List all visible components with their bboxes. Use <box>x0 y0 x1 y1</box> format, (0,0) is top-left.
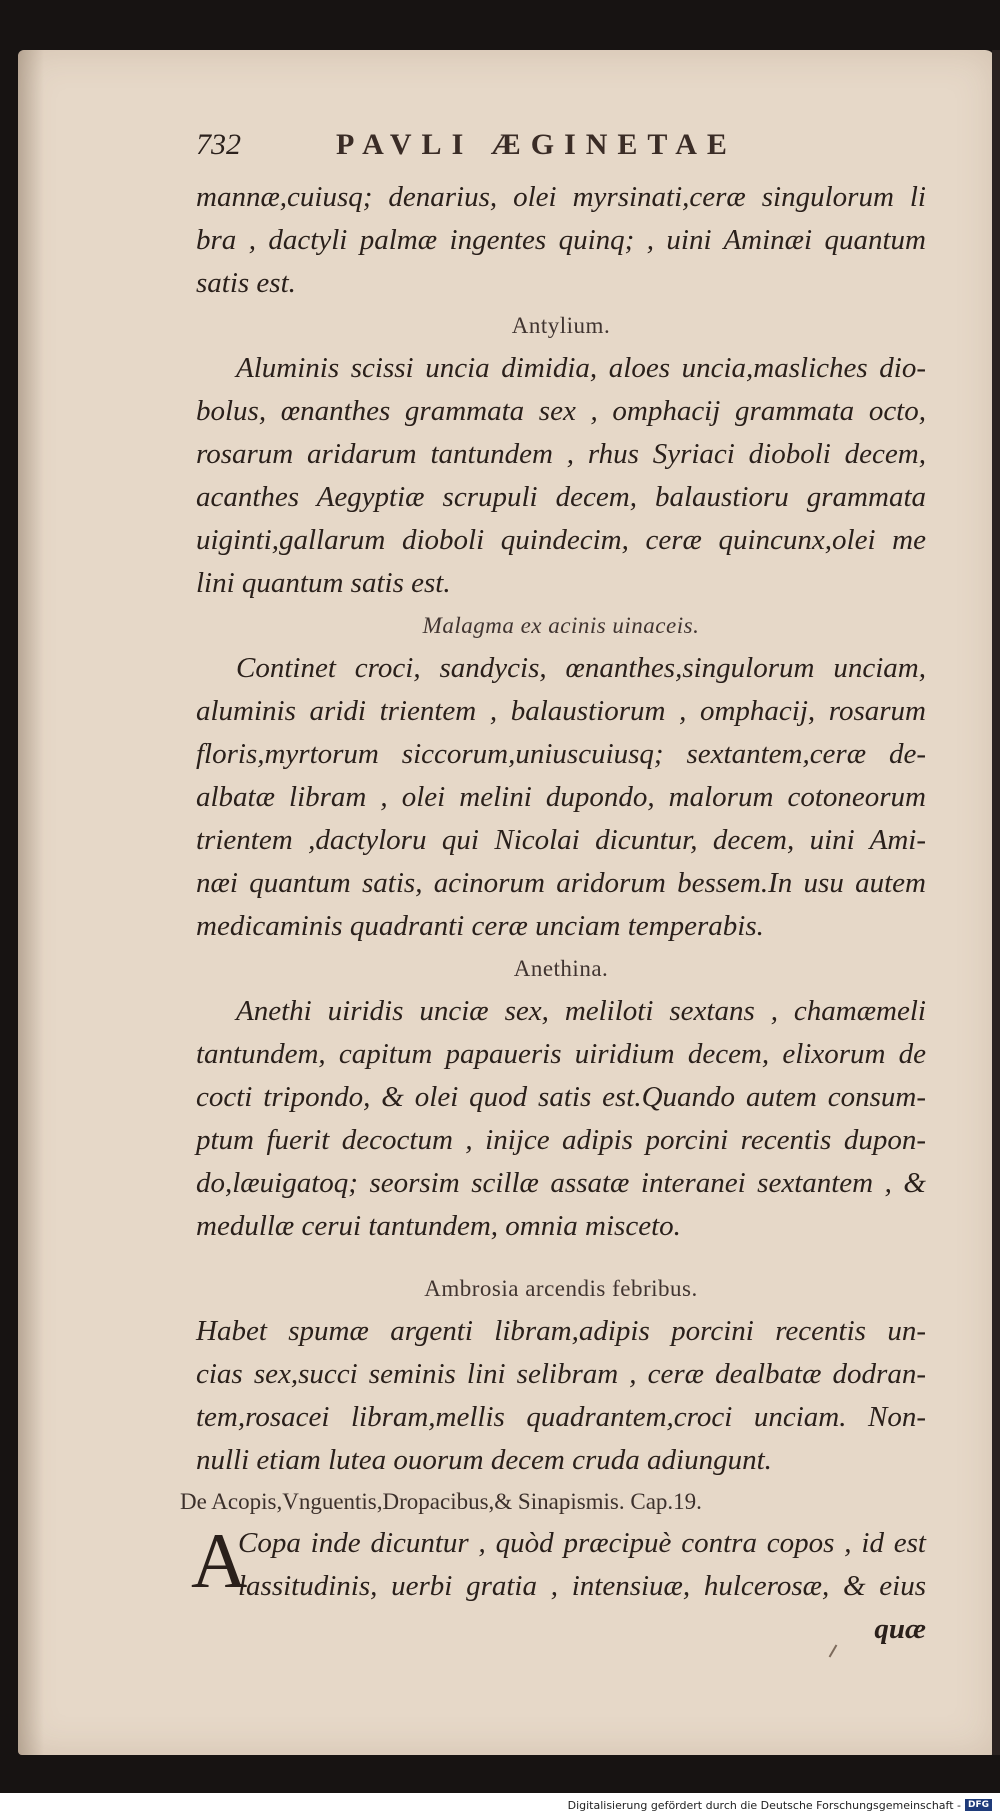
text-line: trientem ,dactyloru qui Nicolai dicuntur, decem, uini Ami- <box>196 824 926 856</box>
text-line: acanthes Aegyptiæ scrupuli decem, balaustioru grammata <box>196 481 926 513</box>
text-line: albatæ libram , olei melini dupondo, malorum cotoneorum <box>196 781 926 813</box>
section-title-anethina: Anethina. <box>513 956 609 981</box>
funding-notice: Digitalisierung gefördert durch die Deutsche Forschungsgemeinschaft - <box>567 1798 961 1812</box>
page-text <box>180 128 926 1650</box>
text-line: bolus, œnanthes grammata sex , omphacij grammata octo, <box>196 395 926 427</box>
drop-cap: A <box>191 1517 248 1604</box>
dfg-logo: DFG <box>965 1799 992 1811</box>
text-line: ptum fuerit decoctum , inijce adipis porcini recentis dupon- <box>196 1124 926 1156</box>
text-line: tem,rosacei libram,mellis quadrantem,croci unciam. Non- <box>196 1401 926 1433</box>
paragraph-antylium <box>196 347 926 605</box>
text-line: medullæ cerui tantundem, omnia misceto. <box>196 1210 681 1242</box>
text-line: do,læuigatoq; seorsim scillæ assatæ interanei sextantem , & <box>196 1167 926 1199</box>
digitization-footer <box>0 1793 1000 1817</box>
intro-paragraph <box>196 176 926 305</box>
section-title-malagma: Malagma ex acinis uinaceis. <box>422 613 700 638</box>
paragraph-anethina <box>196 990 926 1248</box>
text-line: Continet croci, sandycis, œnanthes,singulorum unciam, <box>236 652 926 684</box>
text-line: medicaminis quadranti ceræ unciam temperabis. <box>196 910 764 942</box>
text-line: lassitudinis, uerbi gratia , intensiuæ, hulcerosæ, & eius <box>238 1570 926 1602</box>
text-line: cocti tripondo, & olei quod satis est.Quando autem consum- <box>196 1081 926 1113</box>
text-line: bra , dactyli palmæ ingentes quinq; , uini Aminæi quantum <box>196 224 926 256</box>
chapter-heading: De Acopis,Vnguentis,Dropacibus,& Sinapismis. Cap.19. <box>180 1489 702 1514</box>
chapter-opening <box>191 1517 926 1608</box>
spacer <box>196 1248 926 1268</box>
text-line: cias sex,succi seminis lini selibram , ceræ dealbatæ dodran- <box>196 1358 926 1390</box>
text-line: uiginti,gallarum dioboli quindecim, ceræ quincunx,olei me <box>196 524 926 556</box>
section-title-antylium: Antylium. <box>511 313 611 338</box>
text-line: lini quantum satis est. <box>196 567 451 599</box>
text-line: floris,myrtorum siccorum,uniuscuiusq; sextantem,ceræ de- <box>196 738 926 770</box>
section-title-ambrosia: Ambrosia arcendis febribus. <box>424 1276 698 1301</box>
text-line: mannæ,cuiusq; denarius, olei myrsinati,ceræ singulorum li <box>196 181 926 213</box>
text-line: rosarum aridarum tantundem , rhus Syriaci dioboli decem, <box>196 438 926 470</box>
text-line: Aluminis scissi uncia dimidia, aloes uncia,masliches dio- <box>236 352 926 384</box>
text-line: nulli etiam lutea ouorum decem cruda adiungunt. <box>196 1444 772 1476</box>
page-edge <box>992 50 1000 1755</box>
text-line: næi quantum satis, acinorum aridorum bessem.In usu autem <box>196 867 926 899</box>
paragraph-ambrosia <box>196 1310 926 1482</box>
page-header <box>196 128 926 176</box>
text-line: satis est. <box>196 267 296 299</box>
text-line: Anethi uiridis unciæ sex, meliloti sextans , chamæmeli <box>236 995 926 1027</box>
running-title: PAVLI ÆGINETAE <box>336 128 737 161</box>
text-line: aluminis aridi trientem , balaustiorum , omphacij, rosarum <box>196 695 926 727</box>
paragraph-malagma <box>196 647 926 948</box>
page-number: 732 <box>196 128 241 161</box>
text-line: tantundem, capitum papaueris uiridium decem, elixorum de <box>196 1038 926 1070</box>
catchword: quæ <box>874 1613 926 1645</box>
text-line: Copa inde dicuntur , quòd præcipuè contra copos , id est <box>238 1527 926 1559</box>
text-line: Habet spumæ argenti libram,adipis porcini recentis un- <box>196 1315 926 1347</box>
